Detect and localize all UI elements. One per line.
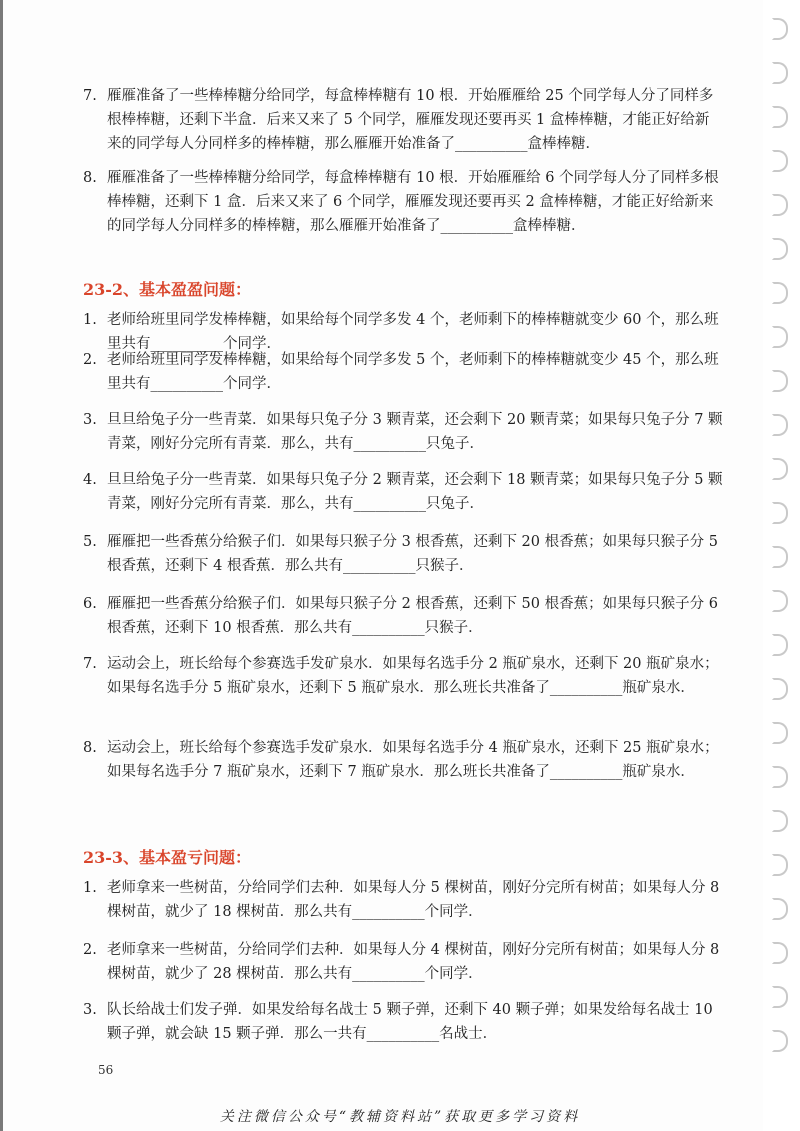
question-number: 6. xyxy=(83,596,97,612)
question-c3 xyxy=(83,998,723,1046)
question-number: 5. xyxy=(83,534,97,550)
binding-ring xyxy=(772,502,788,524)
question-number: 3. xyxy=(83,1002,97,1018)
question-text: 队长给战士们发子弹．如果发给每名战士 5 颗子弹，还剩下 40 颗子弹；如果发给每名战士 10 颗子弹，就会缺 15 颗子弹．那么一共有__________名战士． xyxy=(107,1002,713,1042)
binding-ring xyxy=(772,854,788,876)
spiral-binding xyxy=(772,18,794,1078)
question-text: 雁雁把一些香蕉分给猴子们．如果每只猴子分 2 根香蕉，还剩下 50 根香蕉；如果每只猴子分 6 根香蕉，还剩下 10 根香蕉．那么共有__________只猴子． xyxy=(107,596,718,636)
question-b8 xyxy=(83,736,723,784)
binding-ring xyxy=(772,634,788,656)
binding-ring xyxy=(772,986,788,1008)
binding-ring xyxy=(772,546,788,568)
question-b4 xyxy=(83,468,723,516)
question-text: 雁雁把一些香蕉分给猴子们．如果每只猴子分 3 根香蕉，还剩下 20 根香蕉；如果每只猴子分 5 根香蕉，还剩下 4 根香蕉．那么共有__________只猴子． xyxy=(107,534,718,574)
question-number: 2. xyxy=(83,942,97,958)
binding-ring xyxy=(772,370,788,392)
question-number: 1. xyxy=(83,880,97,896)
question-b5 xyxy=(83,530,723,578)
binding-ring xyxy=(772,722,788,744)
question-text: 旦旦给兔子分一些青菜．如果每只兔子分 3 颗青菜，还会剩下 20 颗青菜；如果每只兔子分 7 颗青菜，刚好分完所有青菜．那么，共有__________只兔子． xyxy=(107,412,723,452)
binding-ring xyxy=(772,194,788,216)
question-number: 1. xyxy=(83,312,97,328)
question-text: 运动会上，班长给每个参赛选手发矿泉水．如果每名选手分 2 瓶矿泉水，还剩下 20 瓶矿泉水；如果每名选手分 5 瓶矿泉水，还剩下 5 瓶矿泉水．那么班长共准备了__________瓶矿泉水． xyxy=(107,656,719,696)
binding-ring xyxy=(772,678,788,700)
binding-ring xyxy=(772,106,788,128)
question-text: 旦旦给兔子分一些青菜．如果每只兔子分 2 颗青菜，还会剩下 18 颗青菜；如果每只兔子分 5 颗青菜，刚好分完所有青菜．那么，共有__________只兔子． xyxy=(107,472,723,512)
binding-ring xyxy=(772,326,788,348)
binding-ring xyxy=(772,62,788,84)
question-number: 8. xyxy=(83,740,97,756)
question-number: 4. xyxy=(83,472,97,488)
question-text: 老师拿来一些树苗，分给同学们去种．如果每人分 4 棵树苗，刚好分完所有树苗；如果每人分 8 棵树苗，就少了 28 棵树苗．那么共有__________个同学． xyxy=(107,942,720,982)
page-number: 56 xyxy=(98,1063,114,1077)
binding-ring xyxy=(772,414,788,436)
question-number: 7. xyxy=(83,656,97,672)
binding-ring xyxy=(772,1030,788,1052)
binding-ring xyxy=(772,898,788,920)
question-text: 老师给班里同学发棒棒糖，如果给每个同学多发 5 个，老师剩下的棒棒糖就变少 45 个，那么班里共有__________个同学． xyxy=(107,352,719,392)
binding-ring xyxy=(772,282,788,304)
question-b7 xyxy=(83,652,723,700)
question-number: 8. xyxy=(83,170,97,186)
question-text: 雁雁准备了一些棒棒糖分给同学，每盒棒棒糖有 10 根．开始雁雁给 6 个同学每人分了同样多根棒棒糖，还剩下 1 盒．后来又来了 6 个同学，雁雁发现还要再买 2 盒棒棒糖，才能正好给新来的同学每人分同样多的棒棒糖，那么雁雁开始准备了__________盒棒棒糖． xyxy=(107,170,719,234)
question-c2 xyxy=(83,938,723,986)
binding-ring xyxy=(772,942,788,964)
question-text: 雁雁准备了一些棒棒糖分给同学，每盒棒棒糖有 10 根．开始雁雁给 25 个同学每人分了同样多根棒棒糖，还剩下半盒．后来又来了 5 个同学，雁雁发现还要再买 1 盒棒棒糖，才能正好给新来的同学每人分同样多的棒棒糖，那么雁雁开始准备了__________盒棒棒糖． xyxy=(107,88,714,152)
binding-ring xyxy=(772,238,788,260)
question-number: 7. xyxy=(83,88,97,104)
question-a7 xyxy=(83,84,723,156)
section-title-basic-surplus: 23-2、基本盈盈问题： xyxy=(83,280,252,299)
question-b2 xyxy=(83,348,723,396)
footer-watermark-text: 关注微信公众号“教辅资料站”获取更多学习资料 xyxy=(219,1109,581,1125)
question-number: 2. xyxy=(83,352,97,368)
question-a8 xyxy=(83,166,723,238)
binding-ring xyxy=(772,590,788,612)
question-text: 老师拿来一些树苗，分给同学们去种．如果每人分 5 棵树苗，刚好分完所有树苗；如果每人分 8 棵树苗，就少了 18 棵树苗．那么共有__________个同学． xyxy=(107,880,720,920)
binding-ring xyxy=(772,150,788,172)
question-text: 运动会上，班长给每个参赛选手发矿泉水．如果每名选手分 4 瓶矿泉水，还剩下 25 瓶矿泉水；如果每名选手分 7 瓶矿泉水，还剩下 7 瓶矿泉水．那么班长共准备了__________瓶矿泉水． xyxy=(107,740,719,780)
question-text: 老师给班里同学发棒棒糖，如果给每个同学多发 4 个，老师剩下的棒棒糖就变少 60 个，那么班里共有__________个同学． xyxy=(107,312,719,352)
binding-ring xyxy=(772,458,788,480)
binding-ring xyxy=(772,766,788,788)
question-number: 3. xyxy=(83,412,97,428)
question-b3 xyxy=(83,408,723,456)
question-c1 xyxy=(83,876,723,924)
binding-ring xyxy=(772,18,788,40)
question-b6 xyxy=(83,592,723,640)
binding-ring xyxy=(772,810,788,832)
section-title-basic-surplus-deficit: 23-3、基本盈亏问题： xyxy=(83,848,252,867)
